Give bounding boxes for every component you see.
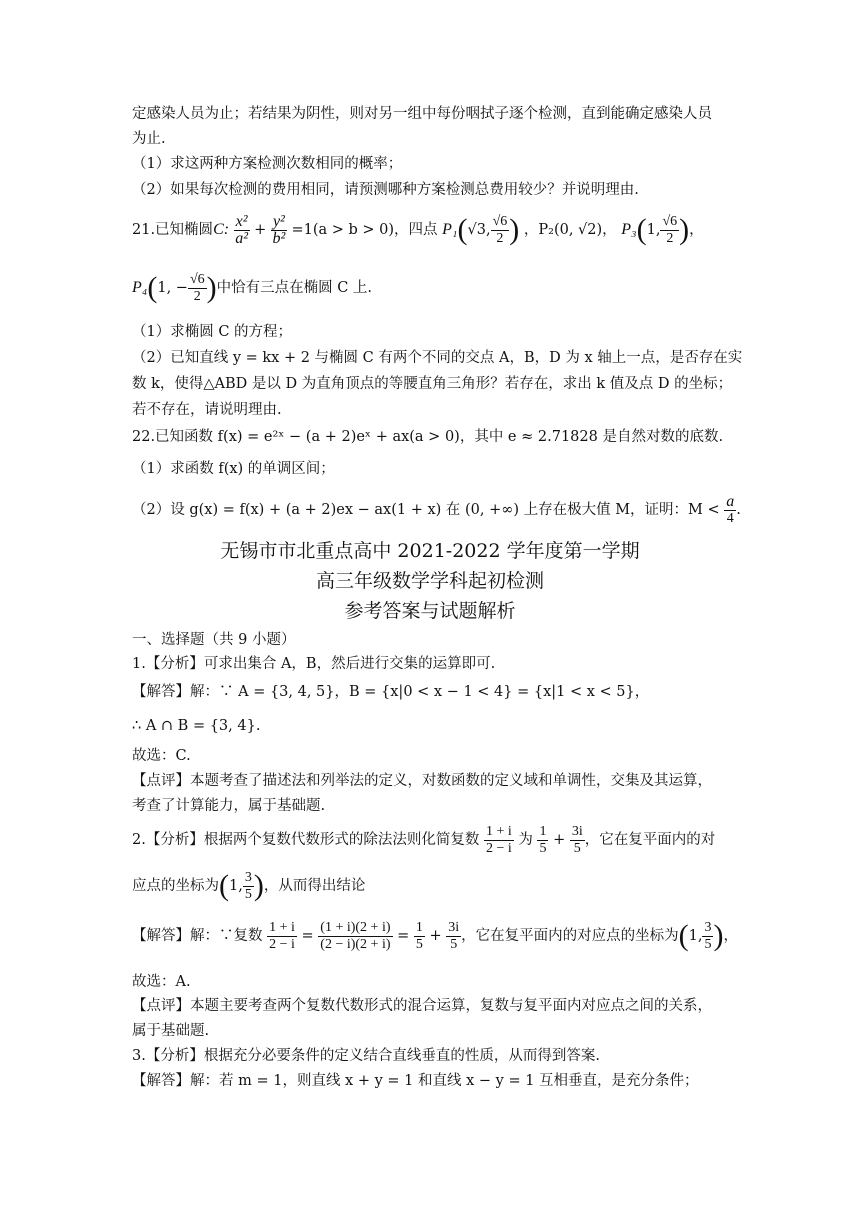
sol2-text6: 【解答】解：∵复数 [132,928,263,944]
text-line: 为止. [132,131,166,147]
sol2-text7: ，它在复平面内的对应点的坐标为 [461,928,679,944]
sol1-choice: 故选：C. [132,748,191,764]
p3-value: 1, [646,222,661,238]
sol1-comment-cont: 考查了计算能力，属于基础题. [132,798,326,814]
point-p4: P₄ [132,279,148,296]
section-heading: 一、选择题（共 9 小题） [132,632,296,648]
sol1-result: ∴ A ∩ B = {3, 4}. [132,718,261,734]
point-p2: ，P₂(0, √2)， [523,222,617,238]
sol1-answer: 【解答】解：∵ A = {3, 4, 5}，B = {x|0 < x − 1 < 4} = {x|1 < x < 5}， [132,684,650,700]
point-p1: P₁ [442,221,458,238]
sol1-analysis: 1.【分析】可求出集合 A，B，然后进行交集的运算即可. [132,656,496,672]
q21-condition: =1(a > b > 0)，四点 [291,222,438,238]
p1-value: √3, [467,222,491,238]
point-p3: P₃ [621,221,637,238]
sol2-text1: 2.【分析】根据两个复数代数形式的除法法则化简复数 [132,832,480,848]
q21-label: 21.已知椭圆 [132,222,214,238]
sol2-answer: 【解答】解：∵复数 $\frac{1 + i}{2 - i}$ = $\frac{(1 + i)(2 + i)}{(2 - i)(2 + i)}$ = $\frac{1}{5}$ + $\frac{3i}{5}$ ，它在复平面内的对应点的坐标为(1, $\frac{3}{5}$ )， [132,919,738,952]
sol3-answer: 【解答】解：若 m = 1，则直线 x + y = 1 和直线 x − y = 1 互相垂直，是充分条件； [132,1073,699,1089]
q21-statement: 21.已知椭圆C: $\frac{\text{x²}}{\text{a²}}$ + $\frac{\text{y²}}{\text{b²}}$ =1(a > b > 0)，四点 P₁(√3, $\frac{√6}{2}$ ) ，P₂(0, √2)， P₃(1, $\frac{√6}{2}$ )， [132,212,704,247]
q20-part1: （1）求这两种方案检测次数相同的概率； [132,156,403,172]
q21-part2: （2）已知直线 y = kx + 2 与椭圆 C 有两个不同的交点 A，B，D 为 x 轴上一点，是否存在实 [132,350,743,366]
q22-part1: （1）求函数 f(x) 的单调区间； [132,461,335,477]
sol2-choice: 故选：A. [132,974,191,990]
sol2-text4: 应点的坐标为 [132,878,219,894]
q21-p4-line: P₄(1, − $\frac{√6}{2}$ )中恰有三点在椭圆 C 上. [132,271,373,304]
text-line: 定感染人员为止；若结果为阴性，则对另一组中每份咽拭子逐个检测，直到能确定感染人员 [132,106,712,122]
q22-part2: （2）设 g(x) = f(x) + (a + 2)ex − ax(1 + x) 在 (0, +∞) 上存在极大值 M，证明：M < $\frac{a}{4}$ . [132,492,741,526]
sol2-comment-cont: 属于基础题. [132,1023,210,1039]
q22-part2-text: （2）设 g(x) = f(x) + (a + 2)ex − ax(1 + x) 在 (0, +∞) 上存在极大值 M，证明：M < [132,502,720,518]
doc-title-1: 无锡市市北重点高中 2021-2022 学年度第一学期 [220,540,640,562]
sol2-text3: ，它在复平面内的对 [584,832,716,848]
q21-part2-cont: 数 k，使得△ABD 是以 D 为直角顶点的等腰直角三角形？若存在，求出 k 值及点 D 的坐标； [132,376,733,392]
sol2-analysis-cont: 应点的坐标为(1, $\frac{3}{5}$ )，从而得出结论 [132,869,366,902]
sol1-comment: 【点评】本题考查了描述法和列举法的定义，对数函数的定义域和单调性，交集及其运算， [132,773,712,789]
p4-value: 1, − [157,280,188,296]
q21-part1: （1）求椭圆 C 的方程； [132,324,293,340]
sol2-text2: 为 [518,832,533,848]
ellipse-name: C [213,221,224,238]
q21-part2-end: 若不存在，请说明理由. [132,402,282,418]
sol2-text5: ，从而得出结论 [263,878,366,894]
q20-part2: （2）如果每次检测的费用相同，请预测哪种方案检测总费用较少？并说明理由. [132,182,639,198]
q22-statement: 22.已知函数 f(x) = e²ˣ − (a + 2)eˣ + ax(a > 0)，其中 e ≈ 2.71828 是自然对数的底数. [132,429,724,445]
sol2-comment: 【点评】本题主要考查两个复数代数形式的混合运算，复数与复平面内对应点之间的关系， [132,998,712,1014]
doc-title-2: 高三年级数学学科起初检测 [315,570,544,592]
doc-title-3: 参考答案与试题解析 [344,600,516,622]
sol3-analysis: 3.【分析】根据充分必要条件的定义结合直线垂直的性质，从而得到答案. [132,1048,600,1064]
sol2-analysis: 2.【分析】根据两个复数代数形式的除法法则化简复数 $\frac{1 + i}{2 - i}$ 为 $\frac{1}{5}$ + $\frac{3i}{5}$ ，它在复平面内的对 [132,823,716,856]
p4-text: 中恰有三点在椭圆 C 上. [216,280,373,296]
